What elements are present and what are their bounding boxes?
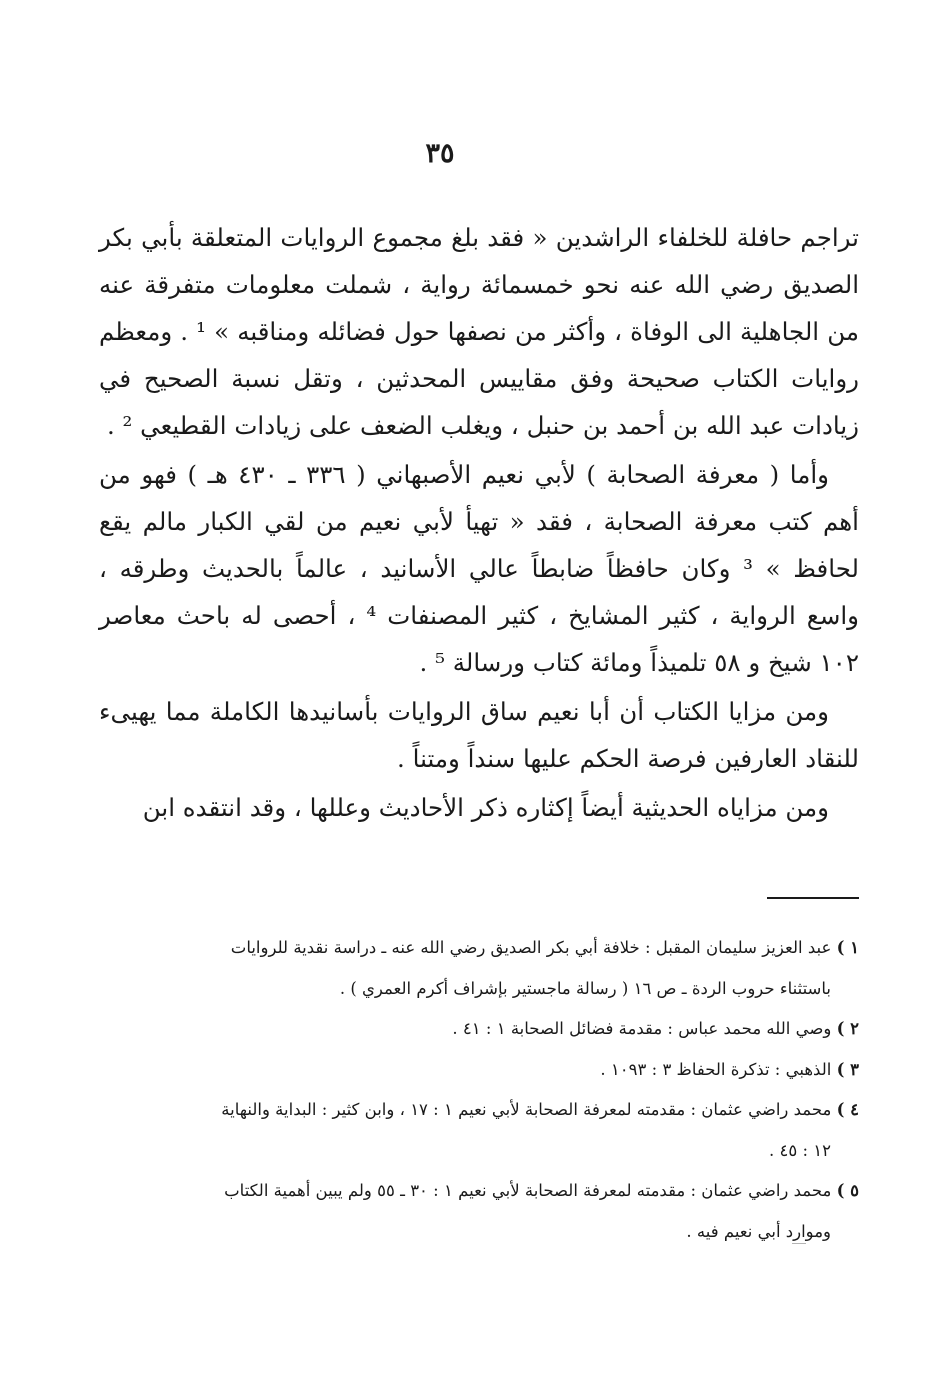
footnote (84, 1090, 859, 1171)
footnote (84, 1009, 859, 1050)
footnote-number: ٥ ) (836, 1181, 859, 1200)
footnote-divider (767, 897, 859, 899)
footnote-text: وصي الله محمد عباس : مقدمة فضائل الصحابة ١ : ٤١ . (452, 1019, 832, 1038)
paragraph: ومن مزايا الكتاب أن أبا نعيم ساق الروايات بأسانيدها الكاملة مما يهيىء للنقاد العارفين فرصة الحكم عليها سنداً ومتناً . (99, 697, 859, 773)
paragraph: تراجم حافلة للخلفاء الراشدين « فقد بلغ مجموع الروايات المتعلقة بأبي بكر الصديق رضي الله عنه نحو خمسمائة رواية ، شملت معلومات متفرقة عنه من الجاهلية الى الوفاة ، وأكثر من نصفها حول فضائله ومناقبه » ¹ . ومعظم روايات الكتاب صحيحة وفق مقاييس المحدثين ، وتقل نسبة الصحيح في زيادات عبد الله بن أحمد بن حنبل ، ويغلب الضعف على زيادات القطيعي ² . (99, 223, 859, 440)
footnote (84, 928, 859, 1009)
footnote-text: عبد العزيز سليمان المقبل : خلافة أبي بكر الصديق رضي الله عنه ـ دراسة نقدية للروايات (230, 938, 832, 957)
footnote-continuation: وموارد أبي نعيم فيه . (686, 1221, 831, 1241)
paragraph: ومن مزاياه الحديثية أيضاً إكثاره ذكر الأحاديث وعللها ، وقد انتقده ابن (142, 793, 829, 822)
footnote-number: ١ ) (836, 938, 859, 957)
scan-mark (792, 1243, 806, 1244)
footnote-continuation: ١٢ : ٤٥ . (768, 1140, 831, 1160)
main-text (99, 214, 859, 831)
footnote-number: ٢ ) (836, 1019, 859, 1038)
footnotes (84, 928, 859, 1252)
footnote-text: الذهبي : تذكرة الحفاظ ٣ : ١٠٩٣ . (600, 1059, 832, 1079)
footnote (84, 1171, 859, 1252)
footnote-continuation: باستثناء حروب الردة ـ ص ١٦ ( رسالة ماجستير بإشراف أكرم العمري ) . (339, 978, 831, 998)
footnote-number: ٣ ) (836, 1059, 859, 1079)
footnote-text: محمد راضي عثمان : مقدمته لمعرفة الصحابة لأبي نعيم ١ : ١٧ ، وابن كثير : البداية والنهاية (221, 1100, 832, 1119)
paragraph: وأما ( معرفة الصحابة ) لأبي نعيم الأصبهاني ( ٣٣٦ ـ ٤٣٠ هـ ) فهو من أهم كتب معرفة الصحابة ، فقد « تهيأ لأبي نعيم من لقي الكبار مالم يقع لحافظ » ³ وكان حافظاً ضابطاً عالي الأسانيد ، عالماً بالحديث وطرقه ، واسع الرواية ، كثير المشايخ ، كثير المصنفات ⁴ ، أحصى له باحث معاصر ١٠٢ شيخ و ٥٨ تلميذاً ومائة كتاب ورسالة ⁵ . (99, 460, 860, 677)
footnote-number: ٤ ) (836, 1100, 859, 1119)
footnote (84, 1050, 859, 1091)
footnote-text: محمد راضي عثمان : مقدمته لمعرفة الصحابة لأبي نعيم ١ : ٣٠ ـ ٥٥ ولم يبين أهمية الكتاب (224, 1181, 832, 1200)
page-number: ٣٥ (425, 138, 455, 169)
